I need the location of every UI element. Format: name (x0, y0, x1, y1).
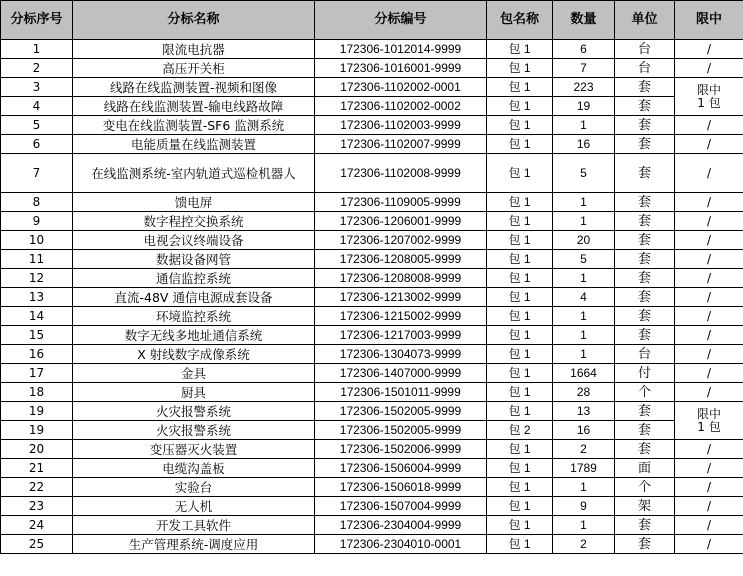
cell-qty: 28 (553, 383, 615, 402)
cell-limit: 限中 1 包 (675, 402, 743, 440)
cell-name: 金具 (73, 364, 315, 383)
cell-unit: 台 (615, 345, 675, 364)
table-row (1, 478, 743, 497)
cell-unit: 套 (615, 269, 675, 288)
cell-limit: / (675, 135, 743, 154)
cell-name: 在线监测系统-室内轨道式巡检机器人 (73, 154, 315, 193)
cell-unit: 套 (615, 116, 675, 135)
cell-code: 172306-1102007-9999 (315, 135, 487, 154)
header-row (1, 1, 743, 40)
header-unit: 单位 (615, 1, 675, 40)
table-row (1, 440, 743, 459)
cell-limit: / (675, 250, 743, 269)
cell-limit: / (675, 364, 743, 383)
cell-qty: 1 (553, 307, 615, 326)
cell-qty: 1789 (553, 459, 615, 478)
cell-unit: 台 (615, 59, 675, 78)
cell-qty: 6 (553, 40, 615, 59)
cell-code: 172306-1016001-9999 (315, 59, 487, 78)
cell-pkg: 包 1 (487, 459, 553, 478)
cell-seq: 15 (1, 326, 73, 345)
cell-unit: 套 (615, 307, 675, 326)
cell-name: 开发工具软件 (73, 516, 315, 535)
cell-seq: 4 (1, 97, 73, 116)
cell-limit: / (675, 345, 743, 364)
table-row (1, 364, 743, 383)
cell-limit: / (675, 478, 743, 497)
header-code: 分标编号 (315, 1, 487, 40)
cell-code: 172306-1207002-9999 (315, 231, 487, 250)
cell-pkg: 包 2 (487, 421, 553, 440)
table-row (1, 535, 743, 554)
table-row (1, 326, 743, 345)
cell-pkg: 包 1 (487, 307, 553, 326)
cell-limit: / (675, 40, 743, 59)
cell-seq: 19 (1, 402, 73, 421)
cell-qty: 4 (553, 288, 615, 307)
cell-qty: 1 (553, 269, 615, 288)
header-limit: 限中 (675, 1, 743, 40)
cell-name: 数字程控交换系统 (73, 212, 315, 231)
cell-code: 172306-1206001-9999 (315, 212, 487, 231)
cell-code: 172306-1213002-9999 (315, 288, 487, 307)
cell-unit: 套 (615, 250, 675, 269)
cell-name: 环境监控系统 (73, 307, 315, 326)
cell-code: 172306-1208008-9999 (315, 269, 487, 288)
table-row (1, 231, 743, 250)
table-row (1, 516, 743, 535)
cell-name: 厨具 (73, 383, 315, 402)
cell-seq: 22 (1, 478, 73, 497)
cell-pkg: 包 1 (487, 78, 553, 97)
header-qty: 数量 (553, 1, 615, 40)
cell-name: 数据设备网管 (73, 250, 315, 269)
table-row (1, 307, 743, 326)
cell-seq: 18 (1, 383, 73, 402)
table-row (1, 59, 743, 78)
cell-qty: 5 (553, 250, 615, 269)
cell-seq: 10 (1, 231, 73, 250)
cell-limit: / (675, 116, 743, 135)
cell-code: 172306-2304004-9999 (315, 516, 487, 535)
cell-seq: 20 (1, 440, 73, 459)
table-row (1, 116, 743, 135)
cell-name: 实验台 (73, 478, 315, 497)
cell-unit: 套 (615, 288, 675, 307)
cell-pkg: 包 1 (487, 440, 553, 459)
cell-qty: 7 (553, 59, 615, 78)
table-row (1, 154, 743, 193)
cell-code: 172306-1507004-9999 (315, 497, 487, 516)
cell-unit: 套 (615, 212, 675, 231)
cell-unit: 台 (615, 40, 675, 59)
cell-qty: 1 (553, 326, 615, 345)
cell-unit: 套 (615, 516, 675, 535)
cell-unit: 套 (615, 135, 675, 154)
cell-limit: / (675, 269, 743, 288)
cell-pkg: 包 1 (487, 212, 553, 231)
cell-pkg: 包 1 (487, 497, 553, 516)
cell-name: 通信监控系统 (73, 269, 315, 288)
table-row (1, 497, 743, 516)
cell-limit: / (675, 193, 743, 212)
cell-unit: 套 (615, 97, 675, 116)
cell-pkg: 包 1 (487, 154, 553, 193)
cell-limit: / (675, 231, 743, 250)
cell-seq: 21 (1, 459, 73, 478)
cell-limit: / (675, 326, 743, 345)
cell-code: 172306-1502005-9999 (315, 402, 487, 421)
cell-name: 数字无线多地址通信系统 (73, 326, 315, 345)
cell-name: 电视会议终端设备 (73, 231, 315, 250)
header-seq: 分标序号 (1, 1, 73, 40)
table-row (1, 421, 743, 440)
cell-pkg: 包 1 (487, 516, 553, 535)
cell-qty: 1 (553, 212, 615, 231)
table-row (1, 269, 743, 288)
cell-unit: 套 (615, 535, 675, 554)
cell-code: 172306-1109005-9999 (315, 193, 487, 212)
cell-qty: 16 (553, 135, 615, 154)
cell-pkg: 包 1 (487, 326, 553, 345)
cell-pkg: 包 1 (487, 535, 553, 554)
cell-code: 172306-1506004-9999 (315, 459, 487, 478)
cell-qty: 1664 (553, 364, 615, 383)
cell-name: 电能质量在线监测装置 (73, 135, 315, 154)
cell-seq: 1 (1, 40, 73, 59)
cell-unit: 套 (615, 78, 675, 97)
cell-qty: 1 (553, 116, 615, 135)
cell-name: 线路在线监测装置-视频和图像 (73, 78, 315, 97)
cell-qty: 5 (553, 154, 615, 193)
cell-pkg: 包 1 (487, 116, 553, 135)
cell-code: 172306-1501011-9999 (315, 383, 487, 402)
cell-name: 直流-48V 通信电源成套设备 (73, 288, 315, 307)
cell-seq: 6 (1, 135, 73, 154)
cell-name: 馈电屏 (73, 193, 315, 212)
cell-unit: 套 (615, 421, 675, 440)
cell-seq: 25 (1, 535, 73, 554)
cell-qty: 2 (553, 535, 615, 554)
cell-limit: / (675, 288, 743, 307)
cell-seq: 13 (1, 288, 73, 307)
cell-unit: 套 (615, 440, 675, 459)
cell-code: 172306-1208005-9999 (315, 250, 487, 269)
cell-pkg: 包 1 (487, 135, 553, 154)
cell-code: 172306-1102002-0001 (315, 78, 487, 97)
cell-unit: 套 (615, 402, 675, 421)
cell-qty: 2 (553, 440, 615, 459)
cell-name: X 射线数字成像系统 (73, 345, 315, 364)
cell-seq: 2 (1, 59, 73, 78)
cell-pkg: 包 1 (487, 364, 553, 383)
cell-seq: 8 (1, 193, 73, 212)
cell-pkg: 包 1 (487, 383, 553, 402)
cell-limit: / (675, 535, 743, 554)
cell-limit: / (675, 516, 743, 535)
cell-name: 生产管理系统-调度应用 (73, 535, 315, 554)
cell-pkg: 包 1 (487, 40, 553, 59)
cell-code: 172306-1502006-9999 (315, 440, 487, 459)
cell-seq: 19 (1, 421, 73, 440)
cell-limit: / (675, 497, 743, 516)
table-row (1, 212, 743, 231)
cell-name: 火灾报警系统 (73, 421, 315, 440)
cell-qty: 20 (553, 231, 615, 250)
cell-pkg: 包 1 (487, 193, 553, 212)
cell-code: 172306-1217003-9999 (315, 326, 487, 345)
cell-qty: 1 (553, 478, 615, 497)
cell-limit: / (675, 383, 743, 402)
table-row (1, 193, 743, 212)
cell-code: 172306-1102008-9999 (315, 154, 487, 193)
cell-pkg: 包 1 (487, 250, 553, 269)
cell-unit: 套 (615, 154, 675, 193)
table-row (1, 97, 743, 116)
cell-unit: 个 (615, 383, 675, 402)
cell-limit: / (675, 154, 743, 193)
cell-code: 172306-1506018-9999 (315, 478, 487, 497)
cell-code: 172306-2304010-0001 (315, 535, 487, 554)
table-body (1, 40, 743, 554)
cell-limit: / (675, 459, 743, 478)
table-row (1, 78, 743, 97)
cell-code: 172306-1102002-0002 (315, 97, 487, 116)
cell-unit: 套 (615, 231, 675, 250)
cell-code: 172306-1102003-9999 (315, 116, 487, 135)
cell-code: 172306-1502005-9999 (315, 421, 487, 440)
cell-name: 电缆沟盖板 (73, 459, 315, 478)
cell-limit: / (675, 59, 743, 78)
cell-qty: 19 (553, 97, 615, 116)
cell-unit: 个 (615, 478, 675, 497)
cell-pkg: 包 1 (487, 478, 553, 497)
cell-pkg: 包 1 (487, 345, 553, 364)
cell-pkg: 包 1 (487, 269, 553, 288)
cell-unit: 套 (615, 193, 675, 212)
table-row (1, 345, 743, 364)
cell-unit: 付 (615, 364, 675, 383)
cell-limit: / (675, 307, 743, 326)
cell-seq: 16 (1, 345, 73, 364)
cell-seq: 12 (1, 269, 73, 288)
cell-name: 线路在线监测装置-输电线路故障 (73, 97, 315, 116)
cell-seq: 11 (1, 250, 73, 269)
cell-limit: 限中 1 包 (675, 78, 743, 116)
cell-pkg: 包 1 (487, 402, 553, 421)
header-pkg: 包名称 (487, 1, 553, 40)
cell-name: 火灾报警系统 (73, 402, 315, 421)
table-row (1, 383, 743, 402)
cell-qty: 16 (553, 421, 615, 440)
cell-seq: 5 (1, 116, 73, 135)
table-row (1, 288, 743, 307)
cell-code: 172306-1012014-9999 (315, 40, 487, 59)
cell-qty: 9 (553, 497, 615, 516)
cell-name: 变电在线监测装置-SF6 监测系统 (73, 116, 315, 135)
cell-qty: 1 (553, 516, 615, 535)
cell-name: 限流电抗器 (73, 40, 315, 59)
cell-name: 变压器灭火装置 (73, 440, 315, 459)
cell-qty: 1 (553, 345, 615, 364)
cell-seq: 24 (1, 516, 73, 535)
cell-seq: 23 (1, 497, 73, 516)
cell-pkg: 包 1 (487, 97, 553, 116)
cell-qty: 1 (553, 193, 615, 212)
cell-unit: 架 (615, 497, 675, 516)
table-row (1, 402, 743, 421)
cell-seq: 17 (1, 364, 73, 383)
cell-limit: / (675, 440, 743, 459)
cell-seq: 9 (1, 212, 73, 231)
cell-seq: 14 (1, 307, 73, 326)
table-row (1, 135, 743, 154)
cell-name: 无人机 (73, 497, 315, 516)
cell-code: 172306-1407000-9999 (315, 364, 487, 383)
cell-seq: 3 (1, 78, 73, 97)
cell-unit: 套 (615, 326, 675, 345)
header-name: 分标名称 (73, 1, 315, 40)
cell-unit: 面 (615, 459, 675, 478)
cell-pkg: 包 1 (487, 231, 553, 250)
cell-code: 172306-1304073-9999 (315, 345, 487, 364)
cell-pkg: 包 1 (487, 288, 553, 307)
cell-pkg: 包 1 (487, 59, 553, 78)
cell-limit: / (675, 212, 743, 231)
cell-seq: 7 (1, 154, 73, 193)
cell-qty: 223 (553, 78, 615, 97)
cell-code: 172306-1215002-9999 (315, 307, 487, 326)
cell-qty: 13 (553, 402, 615, 421)
table-row (1, 250, 743, 269)
table-row (1, 459, 743, 478)
table-row (1, 40, 743, 59)
cell-name: 高压开关柜 (73, 59, 315, 78)
